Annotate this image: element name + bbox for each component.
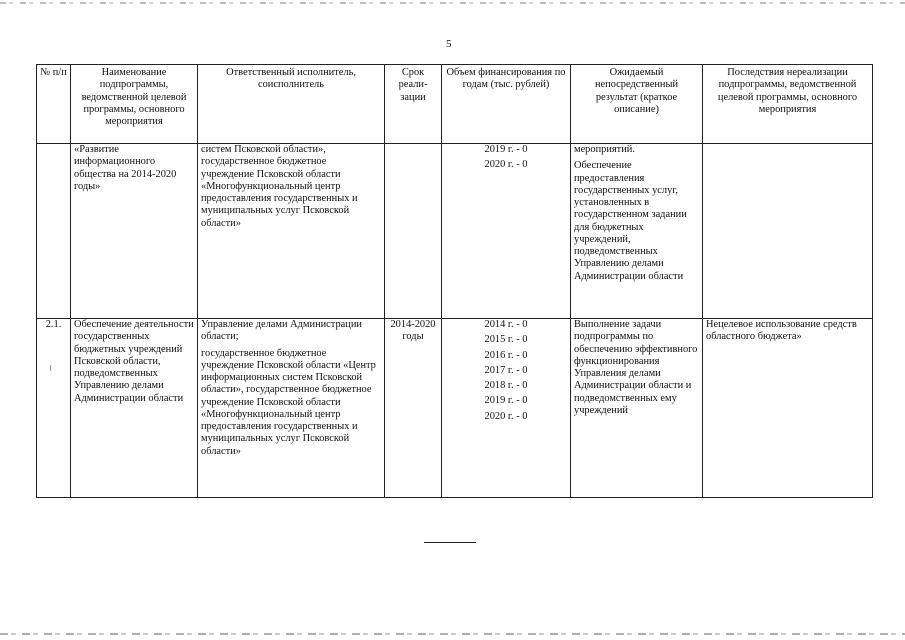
row-result (571, 144, 703, 319)
header-term: Срок реали-зации (385, 65, 442, 144)
funding-line: 2020 г. - 0 (484, 410, 528, 422)
row-result (571, 319, 703, 498)
executor-text: Управление делами Администрации области; (201, 319, 362, 343)
funding-line: 2019 г. - 0 (484, 144, 528, 155)
scan-edge-top (0, 2, 905, 4)
table-row (37, 144, 873, 319)
closing-rule (424, 542, 476, 543)
program-table (36, 64, 873, 498)
row-number (37, 144, 71, 319)
funding-line: 2016 г. - 0 (484, 349, 528, 361)
page-number: 5 (446, 38, 452, 50)
scan-edge-bottom (0, 633, 905, 635)
row-term: 2014-2020 годы (385, 319, 442, 498)
row-consequence: Нецелевое использование средств областного бюджета» (703, 319, 873, 498)
header-number: № п/п (37, 65, 71, 144)
row-funding (442, 319, 571, 498)
funding-line: 2014 г. - 0 (484, 319, 528, 330)
table-header-row (37, 65, 873, 144)
header-executor: Ответственный исполнитель, соисполнитель (198, 65, 385, 144)
row-funding (442, 144, 571, 319)
executor-text: систем Псковской области», государственное бюджетное учреждение Псковской области «Многофункциональный центр предоставления государственных и муниципальных услуг Псковской области» (201, 144, 358, 229)
row-name: Обеспечение деятельности государственных бюджетных учреждений Псковской области, подведомственных Управлению делами Администрации области (71, 319, 198, 498)
row-number: 2.1. (37, 319, 71, 498)
table-row (37, 319, 873, 498)
header-result: Ожидаемый непосредственный результат (краткое описание) (571, 65, 703, 144)
header-name: Наименование подпрограммы, ведомственной целевой программы, основного мероприятия (71, 65, 198, 144)
row-executors (198, 319, 385, 498)
header-funding: Объем финансирования по годам (тыс. рублей) (442, 65, 571, 144)
result-text: Обеспечение предоставления государственных услуг, установленных в государственном задании для бюджетных учреждений, подведомственных Управлению делами Администрации области (574, 160, 687, 282)
funding-line: 2018 г. - 0 (484, 380, 528, 392)
row-term (385, 144, 442, 319)
result-text: мероприятий. (574, 144, 635, 155)
scan-mark (50, 365, 51, 371)
row-consequence (703, 144, 873, 319)
funding-line: 2020 г. - 0 (484, 159, 528, 171)
row-executors (198, 144, 385, 319)
result-text: Выполнение задачи подпрограммы по обеспечению эффективного функционирования Управления делами Администрации области и подведомственных ему учреждений (574, 319, 698, 416)
funding-line: 2017 г. - 0 (484, 364, 528, 376)
header-consequence: Последствия нереализации подпрограммы, ведомственной целевой программы, основного мероприятия (703, 65, 873, 144)
executor-text: государственное бюджетное учреждение Псковской области «Центр информационных систем Псковской области», государственное бюджетное учреждение Псковской области «Многофункциональный центр предоставления государственных и муниципальных услуг Псковской области» (201, 347, 376, 457)
funding-line: 2019 г. - 0 (484, 395, 528, 407)
funding-line: 2015 г. - 0 (484, 334, 528, 346)
row-name: «Развитие информационного общества на 2014-2020 годы» (71, 144, 198, 319)
